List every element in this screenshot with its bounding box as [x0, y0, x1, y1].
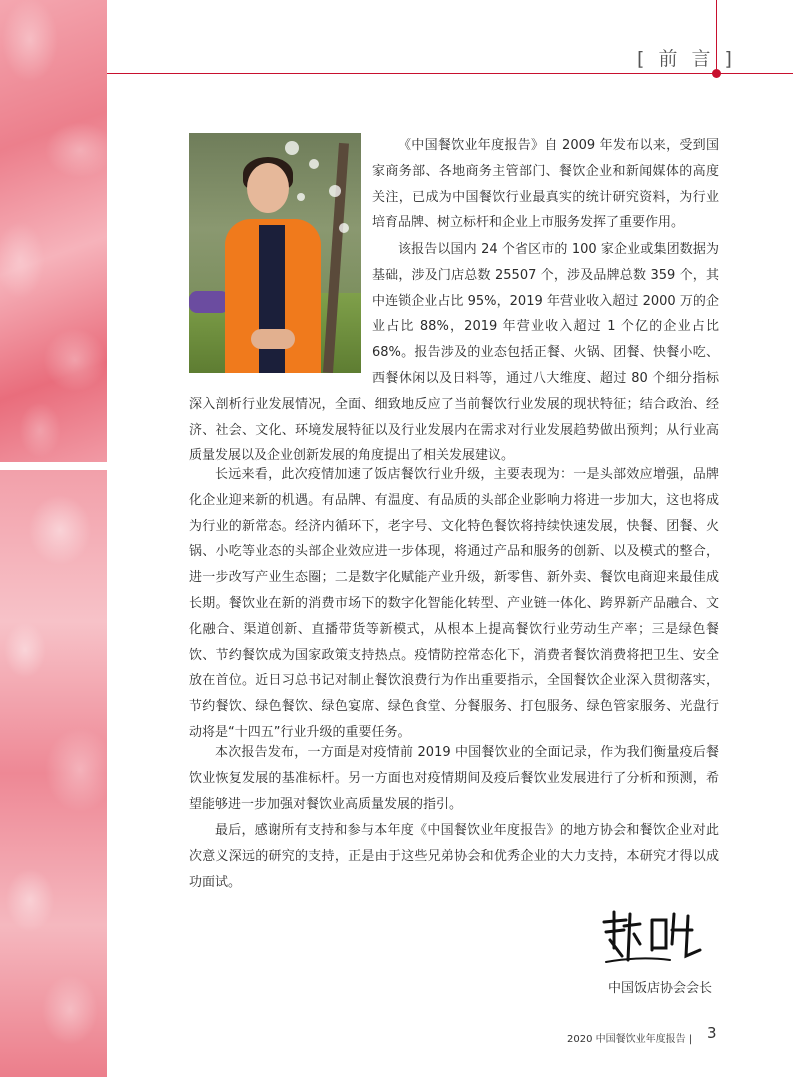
- page-number: 3: [707, 1024, 717, 1042]
- signature-caption: 中国饭店协会会长: [608, 981, 713, 996]
- photo-wrap-spacer: [189, 237, 372, 366]
- paragraph-2: [189, 237, 719, 469]
- handwritten-signature: [600, 900, 710, 970]
- section-title: [ 前 言 ]: [637, 48, 736, 70]
- paragraph-2-text: 该报告以国内 24 个省区市的 100 家企业或集团数据为基础，涉及门店总数 25507 个，涉及品牌总数 359 个，其中连锁企业占比 95%，2019 年营业收入超过 2000 万的企业占比 88%，2019 年营业收入超过 1 个亿的企业占比 68%。报告涉及的业态包括正餐、火锅、团餐、快餐小吃、西餐休闲以及日料等，通过八大维度、超过 80 个细分指标深入剖析行业发展情况，全面、细致地反应了当前餐饮行业发展的现状特征；结合政治、经济、社会、文化、环境发展特征以及行业发展内在需求对行业发展趋势做出预判；从行业高质量发展以及企业创新发展的角度提出了相关发展建议。: [189, 242, 719, 464]
- header-horizontal-rule: [107, 73, 793, 74]
- decorative-strip-bottom: [0, 470, 107, 1077]
- paragraph-1: 《中国餐饮业年度报告》自 2009 年发布以来，受到国家商务部、各地商务主管部门、餐饮企业和新闻媒体的高度关注，已成为中国餐饮行业最真实的统计研究资料，为行业培育品牌、树立标杆和企业上市服务发挥了重要作用。: [372, 138, 719, 231]
- paragraph-3: 长远来看，此次疫情加速了饭店餐饮行业升级，主要表现为：一是头部效应增强，品牌化企业迎来新的机遇。有品牌、有温度、有品质的头部企业影响力将进一步加大，这也将成为行业的新常态。经济内循环下，老字号、文化特色餐饮将持续快速发展，快餐、团餐、火锅、小吃等业态的头部企业效应进一步体现，将通过产品和服务的创新、以及模式的整合，进一步改写产业生态圈；二是数字化赋能产业升级，新零售、新外卖、餐饮电商迎来最佳成长期。餐饮业在新的消费市场下的数字化智能化转型、产业链一体化、跨界新产品融合、文化融合、渠道创新、直播带货等新模式，从根本上提高餐饮行业劳动生产率；三是绿色餐饮、节约餐饮成为国家政策支持热点。疫情防控常态化下，消费者餐饮消费将把卫生、安全放在首位。近日习总书记对制止餐饮浪费行为作出重要指示，全国餐饮企业深入贯彻落实，节约餐饮、绿色餐饮、绿色宴席、绿色食堂、分餐服务、打包服务、绿色管家服务、光盘行动将是“十四五”行业升级的重要任务。: [189, 467, 719, 740]
- decorative-strip-top: [0, 0, 107, 462]
- running-footer: 2020 中国餐饮业年度报告 |: [567, 1034, 693, 1045]
- paragraph-5: 最后，感谢所有支持和参与本年度《中国餐饮业年度报告》的地方协会和餐饮企业对此次意义深远的研究的支持，正是由于这些兄弟协会和优秀企业的大力支持，本研究才得以成功面试。: [189, 823, 719, 890]
- paragraph-4: 本次报告发布，一方面是对疫情前 2019 中国餐饮业的全面记录，作为我们衡量疫后餐饮业恢复发展的基准标杆。另一方面也对疫情期间及疫后餐饮业发展进行了分析和预测，希望能够进一步加强对餐饮业高质量发展的指引。: [189, 745, 719, 812]
